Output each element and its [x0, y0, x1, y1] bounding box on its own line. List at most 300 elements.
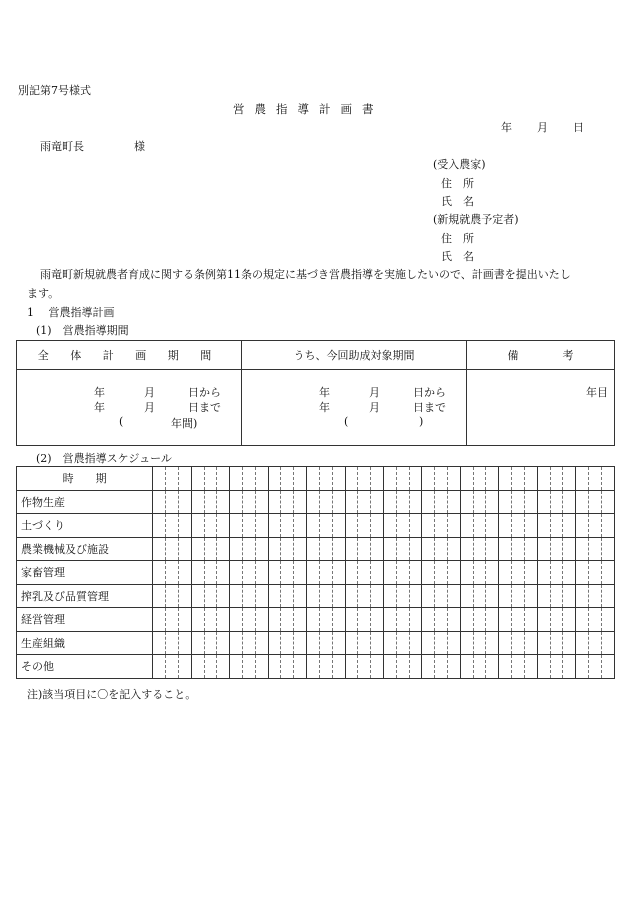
schedule-cell[interactable] — [243, 467, 256, 491]
schedule-cell[interactable] — [319, 490, 332, 514]
schedule-cell[interactable] — [409, 584, 422, 608]
schedule-cell[interactable] — [217, 631, 230, 655]
schedule-cell[interactable] — [153, 537, 166, 561]
schedule-cell[interactable] — [422, 631, 435, 655]
schedule-cell[interactable] — [204, 608, 217, 632]
schedule-cell[interactable] — [307, 467, 320, 491]
schedule-cell[interactable] — [319, 631, 332, 655]
schedule-cell[interactable] — [230, 490, 243, 514]
schedule-cell[interactable] — [473, 561, 486, 585]
schedule-cell[interactable] — [601, 537, 614, 561]
schedule-cell[interactable] — [601, 584, 614, 608]
schedule-cell[interactable] — [294, 561, 307, 585]
schedule-cell[interactable] — [178, 490, 191, 514]
schedule-cell[interactable] — [486, 631, 499, 655]
schedule-cell[interactable] — [319, 514, 332, 538]
schedule-cell[interactable] — [307, 631, 320, 655]
schedule-cell[interactable] — [460, 655, 473, 679]
schedule-cell[interactable] — [153, 467, 166, 491]
schedule-cell[interactable] — [230, 584, 243, 608]
schedule-cell[interactable] — [588, 561, 601, 585]
schedule-cell[interactable] — [371, 608, 384, 632]
schedule-cell[interactable] — [524, 514, 537, 538]
schedule-cell[interactable] — [217, 467, 230, 491]
schedule-cell[interactable] — [435, 467, 448, 491]
schedule-cell[interactable] — [524, 467, 537, 491]
schedule-cell[interactable] — [383, 467, 396, 491]
schedule-cell[interactable] — [448, 584, 461, 608]
schedule-cell[interactable] — [358, 561, 371, 585]
schedule-cell[interactable] — [178, 561, 191, 585]
schedule-cell[interactable] — [294, 631, 307, 655]
schedule-cell[interactable] — [563, 537, 576, 561]
schedule-cell[interactable] — [358, 490, 371, 514]
schedule-cell[interactable] — [499, 490, 512, 514]
schedule-cell[interactable] — [166, 467, 179, 491]
schedule-cell[interactable] — [499, 584, 512, 608]
schedule-cell[interactable] — [153, 490, 166, 514]
schedule-cell[interactable] — [345, 561, 358, 585]
schedule-cell[interactable] — [383, 490, 396, 514]
schedule-cell[interactable] — [178, 514, 191, 538]
schedule-cell[interactable] — [409, 514, 422, 538]
schedule-cell[interactable] — [396, 490, 409, 514]
schedule-cell[interactable] — [537, 514, 550, 538]
schedule-cell[interactable] — [563, 584, 576, 608]
schedule-cell[interactable] — [576, 537, 589, 561]
schedule-cell[interactable] — [332, 631, 345, 655]
schedule-cell[interactable] — [307, 561, 320, 585]
schedule-cell[interactable] — [588, 608, 601, 632]
schedule-cell[interactable] — [153, 631, 166, 655]
schedule-cell[interactable] — [383, 584, 396, 608]
schedule-cell[interactable] — [255, 467, 268, 491]
schedule-cell[interactable] — [396, 514, 409, 538]
schedule-cell[interactable] — [319, 655, 332, 679]
schedule-cell[interactable] — [319, 561, 332, 585]
schedule-cell[interactable] — [281, 561, 294, 585]
schedule-cell[interactable] — [448, 467, 461, 491]
schedule-cell[interactable] — [268, 490, 281, 514]
schedule-cell[interactable] — [345, 584, 358, 608]
schedule-cell[interactable] — [448, 514, 461, 538]
schedule-cell[interactable] — [281, 584, 294, 608]
schedule-cell[interactable] — [243, 537, 256, 561]
schedule-cell[interactable] — [409, 631, 422, 655]
schedule-cell[interactable] — [601, 631, 614, 655]
schedule-cell[interactable] — [588, 537, 601, 561]
schedule-cell[interactable] — [448, 655, 461, 679]
schedule-cell[interactable] — [371, 514, 384, 538]
schedule-cell[interactable] — [204, 467, 217, 491]
schedule-cell[interactable] — [409, 467, 422, 491]
schedule-cell[interactable] — [435, 537, 448, 561]
schedule-cell[interactable] — [358, 584, 371, 608]
schedule-cell[interactable] — [383, 514, 396, 538]
schedule-cell[interactable] — [268, 584, 281, 608]
schedule-cell[interactable] — [473, 537, 486, 561]
schedule-cell[interactable] — [371, 655, 384, 679]
schedule-cell[interactable] — [371, 490, 384, 514]
schedule-cell[interactable] — [588, 655, 601, 679]
schedule-cell[interactable] — [576, 561, 589, 585]
schedule-cell[interactable] — [383, 561, 396, 585]
schedule-cell[interactable] — [435, 608, 448, 632]
schedule-cell[interactable] — [166, 537, 179, 561]
schedule-cell[interactable] — [307, 655, 320, 679]
schedule-cell[interactable] — [371, 467, 384, 491]
schedule-cell[interactable] — [243, 655, 256, 679]
schedule-cell[interactable] — [178, 631, 191, 655]
schedule-cell[interactable] — [243, 608, 256, 632]
schedule-cell[interactable] — [460, 631, 473, 655]
schedule-cell[interactable] — [396, 608, 409, 632]
schedule-cell[interactable] — [524, 608, 537, 632]
schedule-cell[interactable] — [281, 608, 294, 632]
schedule-cell[interactable] — [166, 584, 179, 608]
schedule-cell[interactable] — [217, 537, 230, 561]
schedule-cell[interactable] — [268, 514, 281, 538]
schedule-cell[interactable] — [345, 514, 358, 538]
schedule-cell[interactable] — [255, 631, 268, 655]
schedule-cell[interactable] — [576, 655, 589, 679]
schedule-cell[interactable] — [345, 490, 358, 514]
schedule-cell[interactable] — [217, 514, 230, 538]
schedule-cell[interactable] — [499, 514, 512, 538]
schedule-cell[interactable] — [345, 608, 358, 632]
schedule-cell[interactable] — [422, 561, 435, 585]
schedule-cell[interactable] — [217, 584, 230, 608]
schedule-cell[interactable] — [230, 561, 243, 585]
schedule-cell[interactable] — [563, 467, 576, 491]
schedule-cell[interactable] — [563, 514, 576, 538]
schedule-cell[interactable] — [204, 584, 217, 608]
schedule-cell[interactable] — [435, 584, 448, 608]
schedule-cell[interactable] — [383, 608, 396, 632]
schedule-cell[interactable] — [319, 584, 332, 608]
schedule-cell[interactable] — [512, 631, 525, 655]
schedule-cell[interactable] — [588, 514, 601, 538]
schedule-cell[interactable] — [319, 537, 332, 561]
schedule-cell[interactable] — [178, 537, 191, 561]
schedule-cell[interactable] — [166, 514, 179, 538]
schedule-cell[interactable] — [422, 467, 435, 491]
schedule-cell[interactable] — [512, 561, 525, 585]
schedule-cell[interactable] — [230, 467, 243, 491]
schedule-cell[interactable] — [435, 490, 448, 514]
schedule-cell[interactable] — [243, 631, 256, 655]
schedule-cell[interactable] — [230, 655, 243, 679]
schedule-cell[interactable] — [332, 608, 345, 632]
schedule-cell[interactable] — [409, 608, 422, 632]
schedule-cell[interactable] — [371, 584, 384, 608]
schedule-cell[interactable] — [563, 655, 576, 679]
schedule-cell[interactable] — [358, 608, 371, 632]
schedule-cell[interactable] — [191, 584, 204, 608]
schedule-cell[interactable] — [409, 561, 422, 585]
schedule-cell[interactable] — [294, 655, 307, 679]
schedule-cell[interactable] — [448, 608, 461, 632]
schedule-cell[interactable] — [550, 514, 563, 538]
schedule-cell[interactable] — [396, 655, 409, 679]
schedule-cell[interactable] — [550, 537, 563, 561]
schedule-cell[interactable] — [268, 608, 281, 632]
schedule-cell[interactable] — [486, 655, 499, 679]
schedule-cell[interactable] — [550, 584, 563, 608]
schedule-cell[interactable] — [294, 608, 307, 632]
schedule-cell[interactable] — [422, 490, 435, 514]
schedule-cell[interactable] — [204, 537, 217, 561]
schedule-cell[interactable] — [178, 467, 191, 491]
schedule-cell[interactable] — [166, 608, 179, 632]
schedule-cell[interactable] — [281, 490, 294, 514]
schedule-cell[interactable] — [486, 584, 499, 608]
schedule-cell[interactable] — [204, 490, 217, 514]
schedule-cell[interactable] — [204, 561, 217, 585]
schedule-cell[interactable] — [435, 514, 448, 538]
schedule-cell[interactable] — [460, 608, 473, 632]
schedule-cell[interactable] — [563, 608, 576, 632]
schedule-cell[interactable] — [576, 608, 589, 632]
schedule-cell[interactable] — [486, 490, 499, 514]
schedule-cell[interactable] — [537, 561, 550, 585]
schedule-cell[interactable] — [191, 608, 204, 632]
schedule-cell[interactable] — [588, 467, 601, 491]
schedule-cell[interactable] — [396, 467, 409, 491]
schedule-cell[interactable] — [281, 537, 294, 561]
schedule-cell[interactable] — [537, 467, 550, 491]
schedule-cell[interactable] — [294, 490, 307, 514]
schedule-cell[interactable] — [204, 655, 217, 679]
schedule-cell[interactable] — [550, 561, 563, 585]
schedule-cell[interactable] — [281, 514, 294, 538]
schedule-cell[interactable] — [230, 537, 243, 561]
schedule-cell[interactable] — [255, 608, 268, 632]
schedule-cell[interactable] — [217, 490, 230, 514]
schedule-cell[interactable] — [307, 608, 320, 632]
schedule-cell[interactable] — [204, 514, 217, 538]
schedule-cell[interactable] — [217, 655, 230, 679]
schedule-cell[interactable] — [524, 490, 537, 514]
schedule-cell[interactable] — [460, 561, 473, 585]
schedule-cell[interactable] — [601, 514, 614, 538]
schedule-cell[interactable] — [499, 561, 512, 585]
schedule-cell[interactable] — [601, 467, 614, 491]
schedule-cell[interactable] — [230, 631, 243, 655]
schedule-cell[interactable] — [268, 655, 281, 679]
schedule-cell[interactable] — [396, 631, 409, 655]
schedule-cell[interactable] — [345, 631, 358, 655]
schedule-cell[interactable] — [255, 514, 268, 538]
schedule-cell[interactable] — [191, 561, 204, 585]
schedule-cell[interactable] — [166, 631, 179, 655]
schedule-cell[interactable] — [217, 608, 230, 632]
schedule-cell[interactable] — [524, 537, 537, 561]
schedule-cell[interactable] — [512, 608, 525, 632]
schedule-cell[interactable] — [243, 561, 256, 585]
schedule-cell[interactable] — [294, 537, 307, 561]
schedule-cell[interactable] — [383, 655, 396, 679]
schedule-cell[interactable] — [268, 537, 281, 561]
schedule-cell[interactable] — [178, 608, 191, 632]
schedule-cell[interactable] — [499, 537, 512, 561]
schedule-cell[interactable] — [588, 631, 601, 655]
schedule-cell[interactable] — [576, 514, 589, 538]
schedule-cell[interactable] — [371, 561, 384, 585]
schedule-cell[interactable] — [435, 631, 448, 655]
schedule-cell[interactable] — [230, 514, 243, 538]
schedule-cell[interactable] — [230, 608, 243, 632]
schedule-cell[interactable] — [358, 655, 371, 679]
schedule-cell[interactable] — [422, 655, 435, 679]
schedule-cell[interactable] — [166, 561, 179, 585]
schedule-cell[interactable] — [524, 584, 537, 608]
schedule-cell[interactable] — [191, 537, 204, 561]
schedule-cell[interactable] — [383, 537, 396, 561]
schedule-cell[interactable] — [332, 561, 345, 585]
schedule-cell[interactable] — [486, 514, 499, 538]
schedule-cell[interactable] — [512, 490, 525, 514]
schedule-cell[interactable] — [550, 655, 563, 679]
schedule-cell[interactable] — [512, 655, 525, 679]
schedule-cell[interactable] — [460, 490, 473, 514]
schedule-cell[interactable] — [191, 631, 204, 655]
schedule-cell[interactable] — [435, 561, 448, 585]
schedule-cell[interactable] — [409, 537, 422, 561]
schedule-cell[interactable] — [576, 467, 589, 491]
schedule-cell[interactable] — [243, 584, 256, 608]
schedule-cell[interactable] — [191, 467, 204, 491]
schedule-cell[interactable] — [486, 608, 499, 632]
schedule-cell[interactable] — [524, 655, 537, 679]
schedule-cell[interactable] — [358, 514, 371, 538]
schedule-cell[interactable] — [332, 655, 345, 679]
schedule-cell[interactable] — [307, 584, 320, 608]
schedule-cell[interactable] — [153, 608, 166, 632]
schedule-cell[interactable] — [460, 537, 473, 561]
schedule-cell[interactable] — [422, 537, 435, 561]
schedule-cell[interactable] — [537, 608, 550, 632]
schedule-cell[interactable] — [448, 537, 461, 561]
schedule-cell[interactable] — [473, 631, 486, 655]
schedule-cell[interactable] — [422, 608, 435, 632]
schedule-cell[interactable] — [268, 561, 281, 585]
schedule-cell[interactable] — [576, 490, 589, 514]
schedule-cell[interactable] — [588, 584, 601, 608]
schedule-cell[interactable] — [550, 631, 563, 655]
schedule-cell[interactable] — [524, 561, 537, 585]
schedule-cell[interactable] — [473, 584, 486, 608]
schedule-cell[interactable] — [563, 490, 576, 514]
schedule-cell[interactable] — [537, 584, 550, 608]
schedule-cell[interactable] — [178, 655, 191, 679]
schedule-cell[interactable] — [524, 631, 537, 655]
schedule-cell[interactable] — [448, 631, 461, 655]
schedule-cell[interactable] — [499, 631, 512, 655]
schedule-cell[interactable] — [153, 584, 166, 608]
schedule-cell[interactable] — [601, 490, 614, 514]
schedule-cell[interactable] — [345, 537, 358, 561]
schedule-cell[interactable] — [345, 655, 358, 679]
schedule-cell[interactable] — [204, 631, 217, 655]
schedule-cell[interactable] — [166, 490, 179, 514]
schedule-cell[interactable] — [512, 467, 525, 491]
schedule-cell[interactable] — [153, 514, 166, 538]
schedule-cell[interactable] — [576, 584, 589, 608]
schedule-cell[interactable] — [422, 514, 435, 538]
schedule-cell[interactable] — [499, 655, 512, 679]
schedule-cell[interactable] — [153, 655, 166, 679]
schedule-cell[interactable] — [307, 490, 320, 514]
schedule-cell[interactable] — [486, 467, 499, 491]
schedule-cell[interactable] — [281, 467, 294, 491]
schedule-cell[interactable] — [588, 490, 601, 514]
schedule-cell[interactable] — [332, 584, 345, 608]
schedule-cell[interactable] — [460, 514, 473, 538]
schedule-cell[interactable] — [537, 655, 550, 679]
schedule-cell[interactable] — [576, 631, 589, 655]
schedule-cell[interactable] — [178, 584, 191, 608]
schedule-cell[interactable] — [512, 514, 525, 538]
schedule-cell[interactable] — [268, 467, 281, 491]
schedule-cell[interactable] — [601, 655, 614, 679]
schedule-cell[interactable] — [499, 467, 512, 491]
schedule-cell[interactable] — [435, 655, 448, 679]
schedule-cell[interactable] — [512, 537, 525, 561]
schedule-cell[interactable] — [448, 561, 461, 585]
schedule-cell[interactable] — [166, 655, 179, 679]
schedule-cell[interactable] — [332, 490, 345, 514]
schedule-cell[interactable] — [371, 631, 384, 655]
schedule-cell[interactable] — [255, 655, 268, 679]
schedule-cell[interactable] — [537, 490, 550, 514]
schedule-cell[interactable] — [537, 537, 550, 561]
schedule-cell[interactable] — [396, 561, 409, 585]
schedule-cell[interactable] — [460, 584, 473, 608]
schedule-cell[interactable] — [396, 537, 409, 561]
schedule-cell[interactable] — [319, 467, 332, 491]
schedule-cell[interactable] — [243, 490, 256, 514]
schedule-cell[interactable] — [512, 584, 525, 608]
schedule-cell[interactable] — [460, 467, 473, 491]
schedule-cell[interactable] — [473, 655, 486, 679]
schedule-cell[interactable] — [255, 561, 268, 585]
schedule-cell[interactable] — [563, 631, 576, 655]
schedule-cell[interactable] — [281, 631, 294, 655]
schedule-cell[interactable] — [307, 537, 320, 561]
schedule-cell[interactable] — [550, 490, 563, 514]
schedule-cell[interactable] — [268, 631, 281, 655]
schedule-cell[interactable] — [191, 514, 204, 538]
schedule-cell[interactable] — [217, 561, 230, 585]
schedule-cell[interactable] — [563, 561, 576, 585]
schedule-cell[interactable] — [358, 631, 371, 655]
schedule-cell[interactable] — [550, 467, 563, 491]
schedule-cell[interactable] — [332, 467, 345, 491]
schedule-cell[interactable] — [294, 584, 307, 608]
schedule-cell[interactable] — [473, 514, 486, 538]
schedule-cell[interactable] — [409, 490, 422, 514]
schedule-cell[interactable] — [486, 537, 499, 561]
schedule-cell[interactable] — [396, 584, 409, 608]
schedule-cell[interactable] — [550, 608, 563, 632]
schedule-cell[interactable] — [191, 490, 204, 514]
schedule-cell[interactable] — [255, 490, 268, 514]
schedule-cell[interactable] — [473, 608, 486, 632]
schedule-cell[interactable] — [307, 514, 320, 538]
schedule-cell[interactable] — [409, 655, 422, 679]
schedule-cell[interactable] — [499, 608, 512, 632]
